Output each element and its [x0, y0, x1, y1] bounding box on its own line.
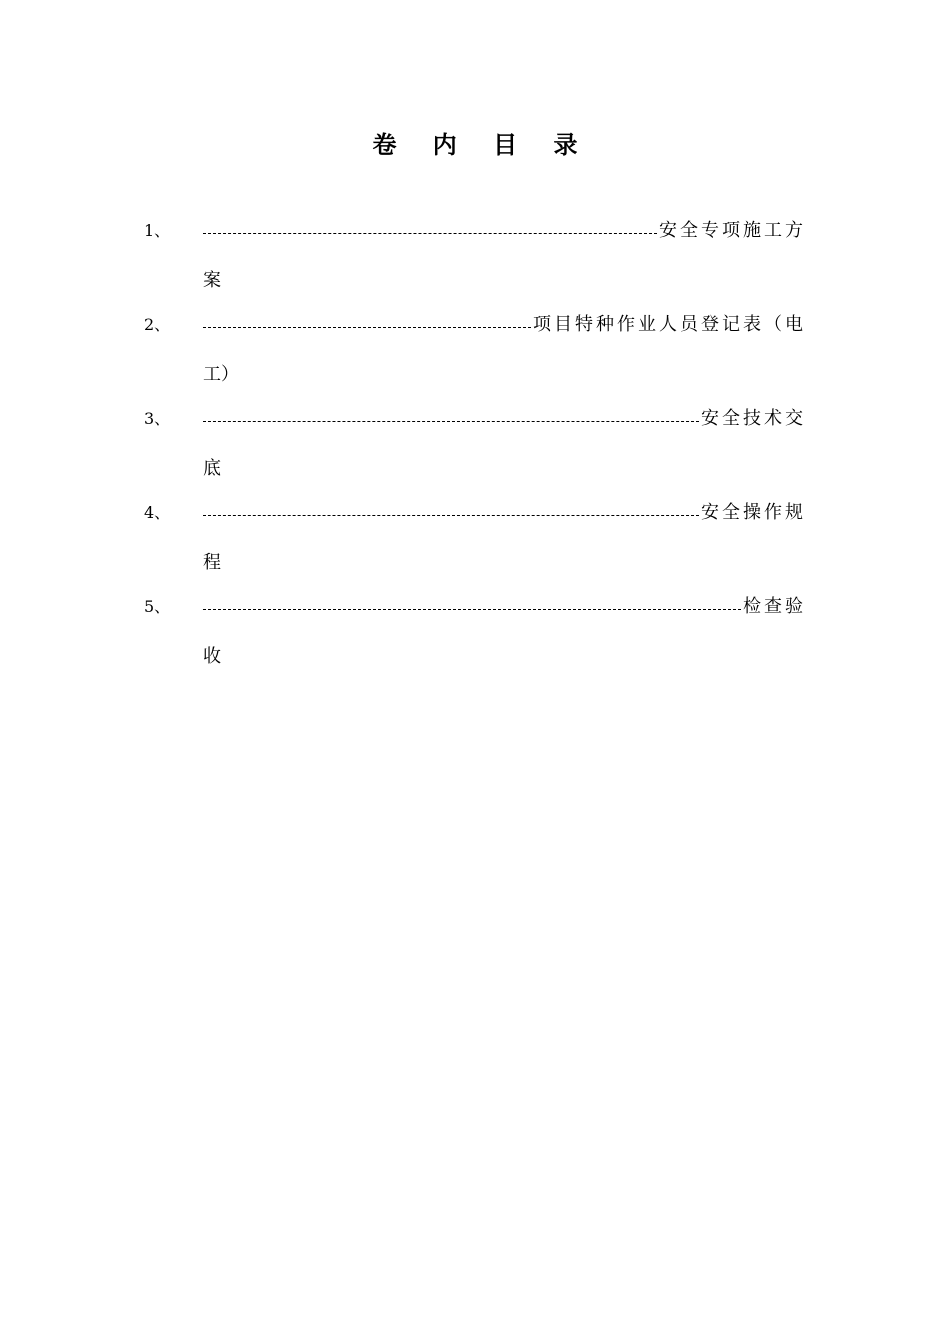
- entry-title-start: 安全专项施工方: [659, 220, 806, 241]
- entry-number: 3、: [144, 409, 171, 428]
- dash-leader: [203, 421, 699, 422]
- entry-number: 4、: [144, 503, 171, 522]
- table-of-contents: [0, 214, 950, 684]
- entry-first-line: [203, 406, 806, 432]
- entry-number: 5、: [144, 597, 171, 616]
- toc-entry: [0, 496, 950, 590]
- page-title: 卷 内 目 录: [372, 130, 592, 159]
- entry-title-start: 项目特种作业人员登记表（电: [533, 314, 806, 335]
- toc-entry: [0, 590, 950, 684]
- entry-number: 1、: [144, 221, 171, 240]
- entry-title-continuation: 工）: [203, 364, 239, 385]
- entry-title-continuation: 底: [203, 458, 221, 479]
- entry-first-line: [203, 500, 806, 526]
- dash-leader: [203, 609, 741, 610]
- entry-title-continuation: 收: [203, 646, 221, 667]
- entry-first-line: [203, 594, 806, 620]
- entry-number: 2、: [144, 315, 171, 334]
- entry-first-line: [203, 312, 806, 338]
- entry-title-continuation: 案: [203, 270, 221, 291]
- dash-leader: [203, 515, 699, 516]
- dash-leader: [203, 233, 657, 234]
- entry-title-start: 安全操作规: [701, 502, 806, 523]
- entry-first-line: [203, 218, 806, 244]
- entry-title-continuation: 程: [203, 552, 221, 573]
- entry-title-start: 安全技术交: [701, 408, 806, 429]
- toc-entry: [0, 308, 950, 402]
- dash-leader: [203, 327, 531, 328]
- toc-entry: [0, 402, 950, 496]
- entry-title-start: 检查验: [743, 596, 806, 617]
- toc-entry: [0, 214, 950, 308]
